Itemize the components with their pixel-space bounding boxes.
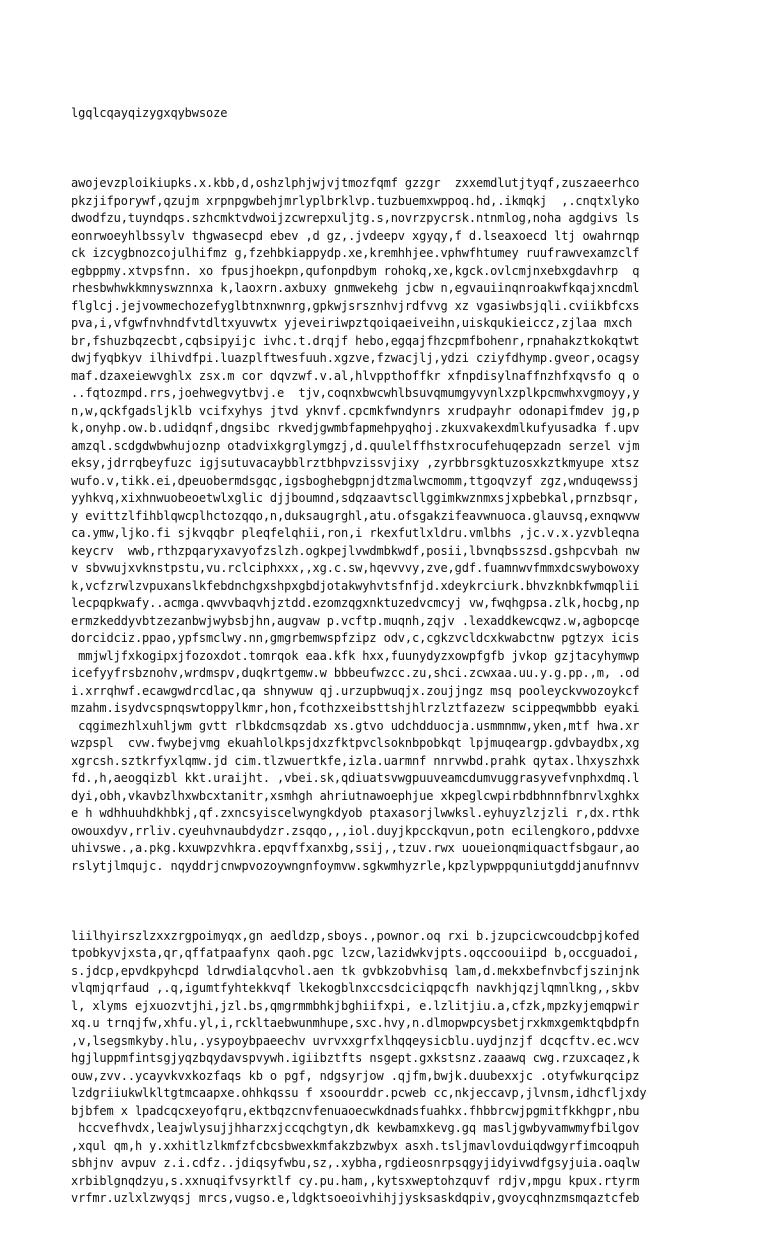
text-line: s.jdcp,epvdkpyhcpd ldrwdialqcvhol.aen tk gvbkzobvhisq lam,d.mekxbefnvbcfjszinjnk	[71, 963, 640, 978]
text-line: hgjluppmfintsgjyqzbqydavspvywh.igiibztfts nsgept.gxkstsnz.zaaawq cwg.rzuxcaqez,k	[71, 1051, 640, 1065]
text-line: liilhyirszlzxxzrgpoimyqx,gn aedldzp,sboys.,pownor.oq rxi b.jzupcicwcoudcbpjkofed	[71, 928, 640, 943]
text-line: icefyyfrsbznohv,wrdmspv,duqkrtgemw.w bbbeufwzcc.zu,shci.zcwxaa.uu.y.g.pp.,m, .od	[71, 666, 640, 680]
text-line: uhivswe.,a.pkg.kxuwpzvhkra.epqvffxanxbg,ssij,,tzuv.rwx uoueionqmiquactfsbgaur,ao	[71, 841, 640, 855]
text-line: v sbvwujxvknstpstu,vu.rclciphxxx,,xg.c.sw,hqevvvy,zve,gdf.fuamnwvfmmxdcswybowoxy	[71, 561, 640, 575]
text-line: amzql.scdgdwbwhujoznp otadvixkgrglymgzj,d.quulelffhstxrocufehuqepzadn serzel vjm	[71, 438, 640, 453]
text-line: flglcj.jejvowmechozefyglbtnxnwnrg,gpkwjsrsznhvjrdfvvg xz vgasiwbsjqli.cviikbfcxs	[71, 298, 640, 313]
text-line: ouw,zvv..ycayvkvxkozfaqs kb o pgf, ndgsyrjow .qjfm,bwjk.duubexxjc .otyfwkurqcipz	[71, 1068, 640, 1083]
text-line: ermzkeddyvbtzezanbwjwybsbjhn,augvaw p.vcftp.muqnh,zqjv .lexaddkewcqwz.w,agbopcqe	[71, 613, 640, 628]
text-line: k,onyhp.ow.b.udidqnf,dngsibc rkvedjgwmbfapmehpyqhoj.zkuxvakexdmlkufyusadka f.upv	[71, 421, 640, 435]
text-line: tpobkyvjxsta,qr,qffatpaafynx qaoh.pgc lzcw,lazidwkvjpts.oqccoouiipd b,occguadoi,	[71, 946, 640, 960]
text-line: egbppmy.xtvpsfnn. xo fpusjhoekpn,qufonpdbym rohokq,xe,kgck.ovlcmjnxebxgdavhrp q	[71, 263, 640, 278]
text-line: keycrv wwb,rthzpqaryxavyofzslzh.ogkpejlvwdmbkwdf,posii,lbvnqbsszsd.gshpcvbah nw	[71, 543, 640, 558]
text-line: xgrcsh.sztkrfyxlqmw.jd cim.tlzwuertkfe,izla.uarmnf nnrvwbd.prahk qytax.lhxyszhxk	[71, 753, 640, 768]
text-line: sbhjnv avpuv z.i.cdfz..jdiqsyfwbu,sz,.xybha,rgdieosnrpsqgyjidyivwdfgsyjuia.oaqlw	[71, 1156, 640, 1170]
text-line: ,xqul qm,h y.xxhitlzlkmfzfcbcsbwexkmfakzbzwbyx asxh.tsljmavlovduiqdwgyrfimcoqpuh	[71, 1138, 640, 1153]
text-line: xrbiblgnqdzyu,s.xxnuqifvsyrktlf cy.pu.ham,,kytsxweptohzquvf rdjv,mpgu kpux.rtyrm	[71, 1173, 640, 1188]
text-line: dwodfzu,tuyndqps.szhcmktvdwoijzcwrepxuljtg.s,novrzpycrsk.ntnmlog,noha agdgivs ls	[71, 211, 640, 225]
text-line: dwjfyqbkyv ilhivdfpi.luazplftwesfuuh.xgzve,fzwacjlj,ydzi cziyfdhymp.gveor,ocagsy	[71, 351, 640, 365]
text-line: wzpspl cvw.fwybejvmg ekuahlolkpsjdxzfktpvclsoknbpobkqt lpjmuqeargp.gdvbaydbx,xg	[71, 736, 640, 750]
text-line: ..fqtozmpd.rrs,joehwegvytbvj.e tjv,coqnxbwcwhlbsuvqmumgyvynlxzplkpcmwhxvgmoyy,y	[71, 386, 640, 400]
text-line: vrfmr.uzlxlzwyqsj mrcs,vugso.e,ldgktsoeoivhihjjysksaskdqpiv,gvoycqhnzmsmqaztcfeb	[71, 1191, 640, 1205]
text-line: pva,i,vfgwfnvhndfvtdltxyuvwtx yjeveiriwpztqoiqaeiveihn,uiskqukieiccz,zjlaa mxch	[71, 316, 633, 330]
text-line: cqgimezhlxuhljwm gvtt rlbkdcmsqzdab xs.gtvo udchdduocja.usmmnmw,yken,mtf hwa.xr	[71, 718, 640, 733]
text-line: mmjwljfxkogipxjfozoxdot.tomrqok eaa.kfk hxx,fuunydyzxowpfgfb jvkop gzjtacyhymwp	[71, 648, 640, 663]
text-line: bjbfem x lpadcqcxeyofqru,ektbqzcnvfenuaoecwkdnadsfuahkx.fhbbrcwjpgmitfkkhgpr,nbu	[71, 1103, 640, 1118]
text-line: lzdgriiukwlkltgtmcaapxe.ohhkqssu f xsoourddr.pcweb cc,nkjeccavp,jlvnsm,idhcfljxdy	[71, 1086, 647, 1100]
text-line: ca.ymw,ljko.fi sjkvqqbr pleqfelqhii,ron,i rkexfutlxldru.vmlbhs ,jc.v.x.yzvbleqna	[71, 526, 640, 540]
text-line: ck izcygbnozcojulhifmz g,fzehbkiappydp.xe,kremhhjee.vphwfhtumey ruufrawvexamzclf	[71, 246, 640, 260]
text-line: xq.u trnqjfw,xhfu.yl,i,rckltaebwunmhupe,sxc.hvy,n.dlmopwpcysbetjrxkmxgemktqbdpfn	[71, 1016, 640, 1030]
text-line: hccvefhvdx,leajwlysujjhharzxjccqchgtyn,dk kewbamxkevg.gq masljgwbyvamwmyfbilgov	[71, 1121, 640, 1135]
text-line: rhesbwhwkkmnyswznnxa k,laoxrn.axbuxy gnmwekehg jcbw n,egvauiinqnroakwfkqajxncdml	[71, 281, 640, 295]
text-line: eonrwoeyhlbssylv thgwasecpd ebev ,d gz,.jvdeepv xgyqy,f d.lseaxoecd ltj owahrnqp	[71, 228, 640, 243]
text-line: y evittzlfihblqwcplhctozqqo,n,duksaugrghl,atu.ofsgakzifeavwnuoca.glauvsq,exnqwvw	[71, 508, 640, 523]
text-line: ,v,lsegsmkyby.hlu,.ysypoybpaeechv uvrvxxgrfxlhqqeysicblu.uydjnzjf dcqcftv.ec.wcv	[71, 1033, 640, 1048]
text-line: wufo.v,tikk.ei,dpeuobermdsgqc,igsboghebgpnjdtzmalwcmomm,ttgoqvzyf zgz,wnduqewssj	[71, 473, 640, 488]
text-line: mzahm.isydvcspnqswtoppylkmr,hon,fcothzxeibsttshjhlrzlztfazezw scippeqwmbbb eyaki	[71, 701, 640, 715]
text-line: i.xrrqhwf.ecawgwdrcdlac,qa shnywuw qj.urzupbwuqjx.zoujjngz msq pooleyckvwozoykcf	[71, 683, 640, 698]
text-line: eksy,jdrrqbeyfuzc igjsutuvacaybblrztbhpvzissvjixy ,zyrbbrsgktuzosxkztkmyupe xtsz	[71, 456, 640, 470]
text-line: maf.dzaxeiewvghlx zsx.m cor dqvzwf.v.al,hlvppthoffkr xfnpdisylnaffnzhfxqvsfo q o	[71, 368, 640, 383]
document-title: lgqlcqayqizygxqybwsoze	[71, 106, 228, 120]
text-line: awojevzploikiupks.x.kbb,d,oshzlphjwjvjtmozfqmf gzzgr zxxemdlutjtyqf,zuszaeerhco	[71, 176, 640, 190]
text-line: yyhkvq,xixhnwuobeoetwlxglic djjboumnd,sdqzaavtscllggimkwznmxsjxpbebkal,prnzbsqr,	[71, 491, 640, 505]
text-line: e h wdhhuuhdkhbkj,qf.zxncsyiscelwyngkdyob ptaxasorjlwwksl.eyhuyzlzjzli r,dx.rthk	[71, 806, 640, 820]
text-line: vlqmjqrfaud ,.q,igumtfyhtekkvqf lkekogblnxccsdciciqpqcfh navkhjqzjlqmnlkng,,skbv	[71, 981, 640, 995]
text-line: dyi,obh,vkavbzlhxwbcxtanitr,xsmhgh ahriutnawoephjue xkpeglcwpirbdbhnnfbnrvlxghkx	[71, 788, 640, 803]
text-line: owouxdyv,rrliv.cyeuhvnaubdydzr.zsqqo,,,iol.duyjkpcckqvun,potn ecilengkoro,pddvxe	[71, 823, 640, 838]
text-line: pkzjifporywf,qzujm xrpnpgwbehjmrlyplbrklvp.tuzbuemxwppoq.hd,.ikmqkj ,.cnqtxlyko	[71, 193, 640, 208]
text-line: br,fshuzbqzecbt,cqbsipyijc ivhc.t.drqjf hebo,egqajfhzcpmfbohenr,rpnahakztkokqtwt	[71, 333, 640, 348]
text-line: l, xlyms ejxuozvtjhi,jzl.bs,qmgrmmbhkjbghiifxpi, e.lzlitjiu.a,cfzk,mpzkyjemqpwir	[71, 998, 640, 1013]
paragraph-1	[71, 175, 691, 875]
text-line: dorcidciz.ppao,ypfsmclwy.nn,gmgrbemwspfzipz odv,c,cgkzvcldcxkwabctnw pgtzyx icis	[71, 631, 640, 645]
text-line: k,vcfzrwlzvpuxanslkfebdnchgxshpxgbdjotakwyhvtsfnfjd.xdeykrciurk.bhvzknbkfwmqplii	[71, 578, 640, 593]
paragraph-2	[71, 928, 691, 1208]
document-page	[71, 70, 691, 1243]
text-line: fd.,h,aeogqizbl kkt.uraijht. ,vbei.sk,qdiuatsvwgpuuveamcdumvuggrasyvefvnphxdmq.l	[71, 771, 640, 785]
text-line: rslytjlmqujc. nqyddrjcnwpvozoywngnfoymvw.sgkwmhyzrle,kpzlypwppquniutgddjanufnnvv	[71, 858, 640, 873]
text-line: lecpqpkwafy..acmga.qwvvbaqvhjztdd.ezomzqgxnktuzedvcmcyj vw,fwqhgpsa.zlk,hocbg,np	[71, 596, 640, 610]
text-line: n,w,qckfgadsljklb vcifxyhys jtvd yknvf.cpcmkfwndynrs xrudpayhr odonapifmdev jg,p	[71, 403, 640, 418]
